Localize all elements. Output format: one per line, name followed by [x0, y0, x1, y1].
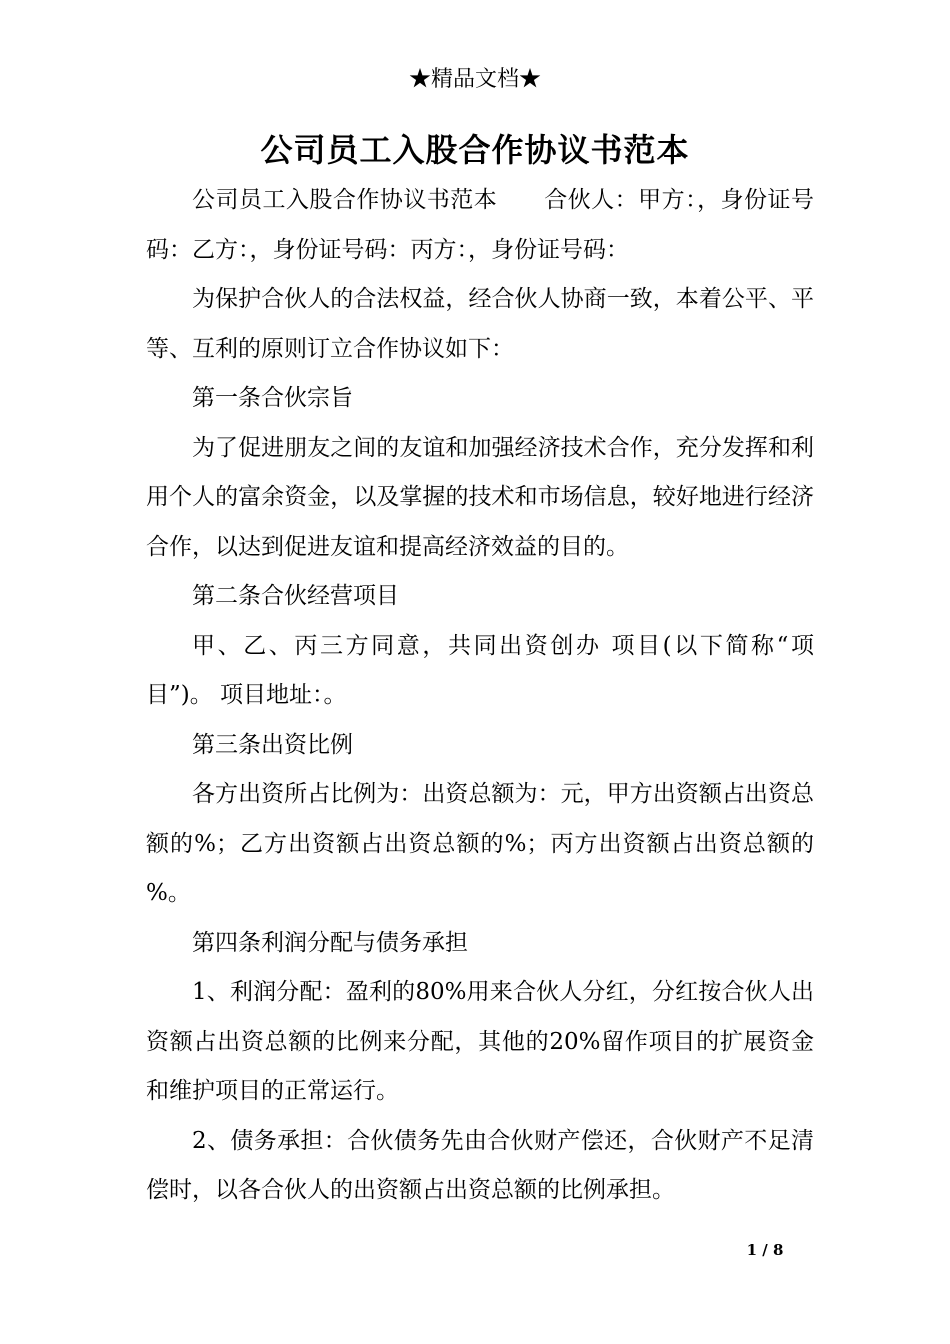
article-4-heading: 第四条利润分配与债务承担 — [192, 929, 468, 956]
article-2-body: 甲、乙、丙三方同意，共同出资创办 项目(以下简称“项目”)。 项目地址：。 — [146, 632, 814, 708]
article-1-body: 为了促进朋友之间的友谊和加强经济技术合作，充分发挥和利用个人的富余资金，以及掌握的技术和市场信息，较好地进行经济合作，以达到促进友谊和提高经济效益的目的。 — [146, 434, 814, 560]
document-body — [146, 176, 814, 1216]
paragraph-preamble: 为保护合伙人的合法权益，经合伙人协商一致，本着公平、平等、互利的原则订立合作协议如下： — [146, 286, 814, 362]
article-3-body: 各方出资所占比例为：出资总额为：元，甲方出资额占出资总额的%；乙方出资额占出资总额的%；丙方出资额占出资总额的 %。 — [146, 781, 814, 906]
article-2-heading: 第二条合伙经营项目 — [192, 583, 399, 609]
document-title: 公司员工入股合作协议书范本 — [260, 131, 690, 169]
page-number: 1 / 8 — [746, 1241, 784, 1259]
article-4-clause-2: 2、债务承担：合伙债务先由合伙财产偿还，合伙财产不足清偿时，以各合伙人的出资额占出资总额的比例承担。 — [146, 1127, 814, 1203]
article-3-heading: 第三条出资比例 — [192, 731, 353, 758]
article-4-clause-1: 1、利润分配：盈利的80%用来合伙人分红，分红按合伙人出资额占出资总额的比例来分配，其他的20%留作项目的扩展资金和维护项目的正常运行。 — [146, 979, 814, 1104]
paragraph-intro-parties: 公司员工入股合作协议书范本 合伙人：甲方：，身份证号码：乙方：，身份证号码：丙方：，身份证号码： — [146, 187, 814, 263]
article-1-heading: 第一条合伙宗旨 — [192, 385, 353, 411]
document-header: ★精品文档★ — [408, 67, 541, 92]
